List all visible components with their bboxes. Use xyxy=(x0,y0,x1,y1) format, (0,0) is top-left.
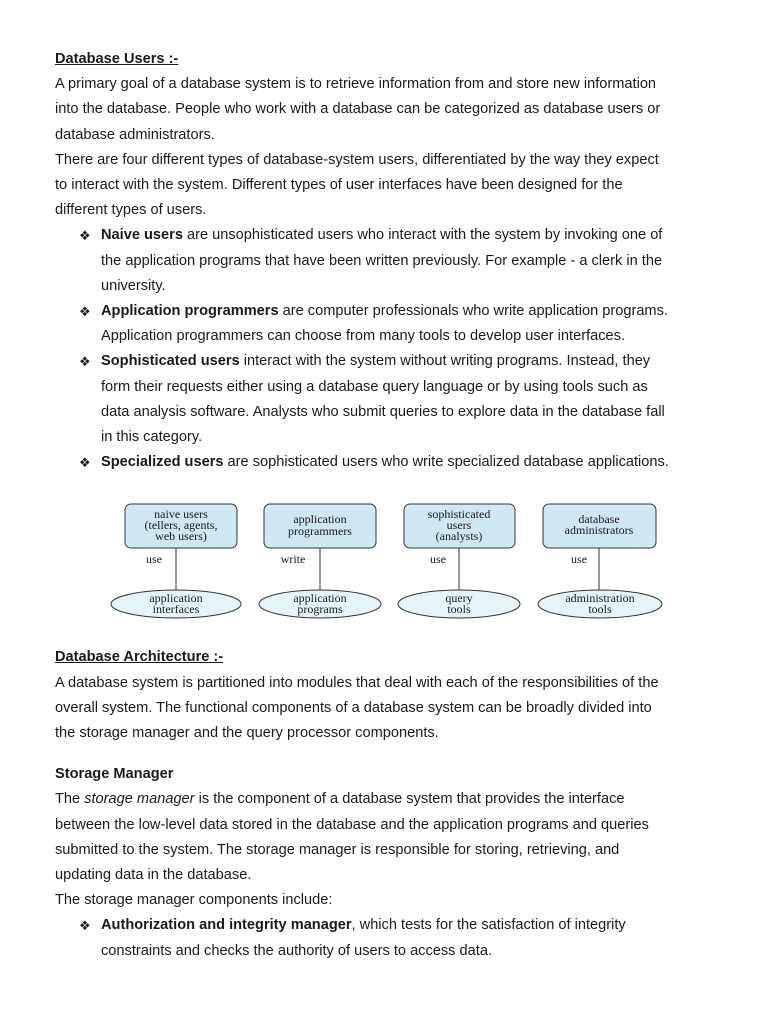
heading-database-users: Database Users :- xyxy=(55,51,179,67)
tool-label: application xyxy=(293,591,347,606)
bullet-term: Authorization and integrity manager xyxy=(101,917,352,934)
paragraph-line: into the database. People who work with a database can be categorized as database users or xyxy=(55,101,661,118)
diamond-bullet-icon: ❖ xyxy=(79,455,91,471)
bullet-text: , which tests for the satisfaction of integrity xyxy=(351,917,626,934)
paragraph-line: different types of users. xyxy=(55,202,207,219)
paragraph-line xyxy=(55,787,735,812)
tool-label: tools xyxy=(588,602,612,617)
tool-label: application xyxy=(149,591,203,606)
diamond-bullet-icon: ❖ xyxy=(79,228,91,244)
bullet-term: Specialized users xyxy=(101,454,224,471)
user-box-label: sophisticated xyxy=(427,507,491,522)
paragraph-line: A database system is partitioned into modules that deal with each of the responsibilities of the xyxy=(55,674,659,691)
bullet-text: are unsophisticated users who interact with the system by invoking one of xyxy=(182,227,663,244)
bullet-term: Sophisticated users xyxy=(101,353,240,370)
intro-text: is the component of a database system that provides the interface xyxy=(194,791,625,808)
user-box-label: users xyxy=(446,518,472,533)
user-box-label: naive users xyxy=(154,507,208,522)
tool-label: tools xyxy=(447,602,471,617)
bullet-text: are computer professionals who write application programs. xyxy=(278,303,668,320)
paragraph-line: database administrators. xyxy=(55,126,215,143)
paragraph-line: submitted to the system. The storage manager is responsible for storing, retrieving, and xyxy=(55,841,620,858)
diamond-bullet-icon: ❖ xyxy=(79,918,91,934)
paragraph-line: the storage manager and the query processor components. xyxy=(55,725,439,742)
user-box-label: (analysts) xyxy=(435,529,483,544)
paragraph-line: updating data in the database. xyxy=(55,867,252,884)
paragraph-line: A primary goal of a database system is to retrieve information from and store new information xyxy=(55,76,657,93)
user-box-label: database xyxy=(578,512,620,527)
bullet-text: data analysis software. Analysts who submit queries to explore data in the database fall xyxy=(101,403,665,420)
bullet-text: form their requests either using a database query language or by using tools such as xyxy=(101,378,648,395)
verb-label: write xyxy=(280,552,306,567)
verb-label: use xyxy=(571,552,587,567)
diagram-column-naive-users xyxy=(111,504,241,618)
paragraph-line: There are four different types of database-system users, differentiated by the way they expect xyxy=(55,151,659,168)
paragraph-line: to interact with the system. Different types of user interfaces have been designed for the xyxy=(55,177,623,194)
bullet-text: are sophisticated users who write specialized database applications. xyxy=(223,454,669,471)
bullet-term: Naive users xyxy=(101,227,183,244)
verb-label: use xyxy=(430,552,446,567)
bullet-text: the application programs that have been written previously. For example - a clerk in the xyxy=(101,252,663,269)
bullet-sophisticated-users xyxy=(55,349,735,450)
user-box-label: programmers xyxy=(288,524,352,539)
tool-label: query xyxy=(445,591,473,606)
diagram-column-sophisticated-users xyxy=(398,504,520,618)
users-diagram xyxy=(55,475,735,645)
intro-italic-term: storage manager xyxy=(84,791,195,808)
user-box-label: web users) xyxy=(155,529,207,544)
users-diagram-svg xyxy=(0,475,768,645)
heading-database-architecture: Database Architecture :- xyxy=(55,649,224,666)
paragraph-line: between the low-level data stored in the database and the application programs and queries xyxy=(55,816,649,833)
tool-label: interfaces xyxy=(152,602,200,617)
bullet-authorization-integrity-manager xyxy=(55,913,735,963)
bullet-text: in this category. xyxy=(101,429,203,446)
diagram-column-database-administrators xyxy=(538,504,662,618)
document-page xyxy=(55,47,735,964)
paragraph-line: The storage manager components include: xyxy=(55,892,333,909)
paragraph-line: overall system. The functional components of a database system can be broadly divided into xyxy=(55,699,652,716)
bullet-text: interact with the system without writing programs. Instead, they xyxy=(239,353,651,370)
diagram-column-application-programmers xyxy=(259,504,381,618)
section-gap xyxy=(55,746,735,762)
verb-label: use xyxy=(146,552,162,567)
intro-text: The xyxy=(55,791,85,808)
tool-label: administration xyxy=(565,591,635,606)
bullet-term: Application programmers xyxy=(101,303,279,320)
user-box-label: administrators xyxy=(564,523,634,538)
user-box-label: (tellers, agents, xyxy=(144,518,218,533)
bullet-text: constraints and checks the authority of users to access data. xyxy=(101,942,492,959)
bullet-text: Application programmers can choose from many tools to develop user interfaces. xyxy=(101,328,626,345)
bullet-specialized-users xyxy=(55,450,735,475)
diamond-bullet-icon: ❖ xyxy=(79,354,91,370)
bullet-application-programmers xyxy=(55,299,735,349)
user-box-label: application xyxy=(293,512,347,527)
heading-storage-manager: Storage Manager xyxy=(55,766,174,783)
diamond-bullet-icon: ❖ xyxy=(79,304,91,320)
tool-label: programs xyxy=(297,602,343,617)
bullet-text: university. xyxy=(101,277,166,294)
bullet-naive-users xyxy=(55,223,735,299)
